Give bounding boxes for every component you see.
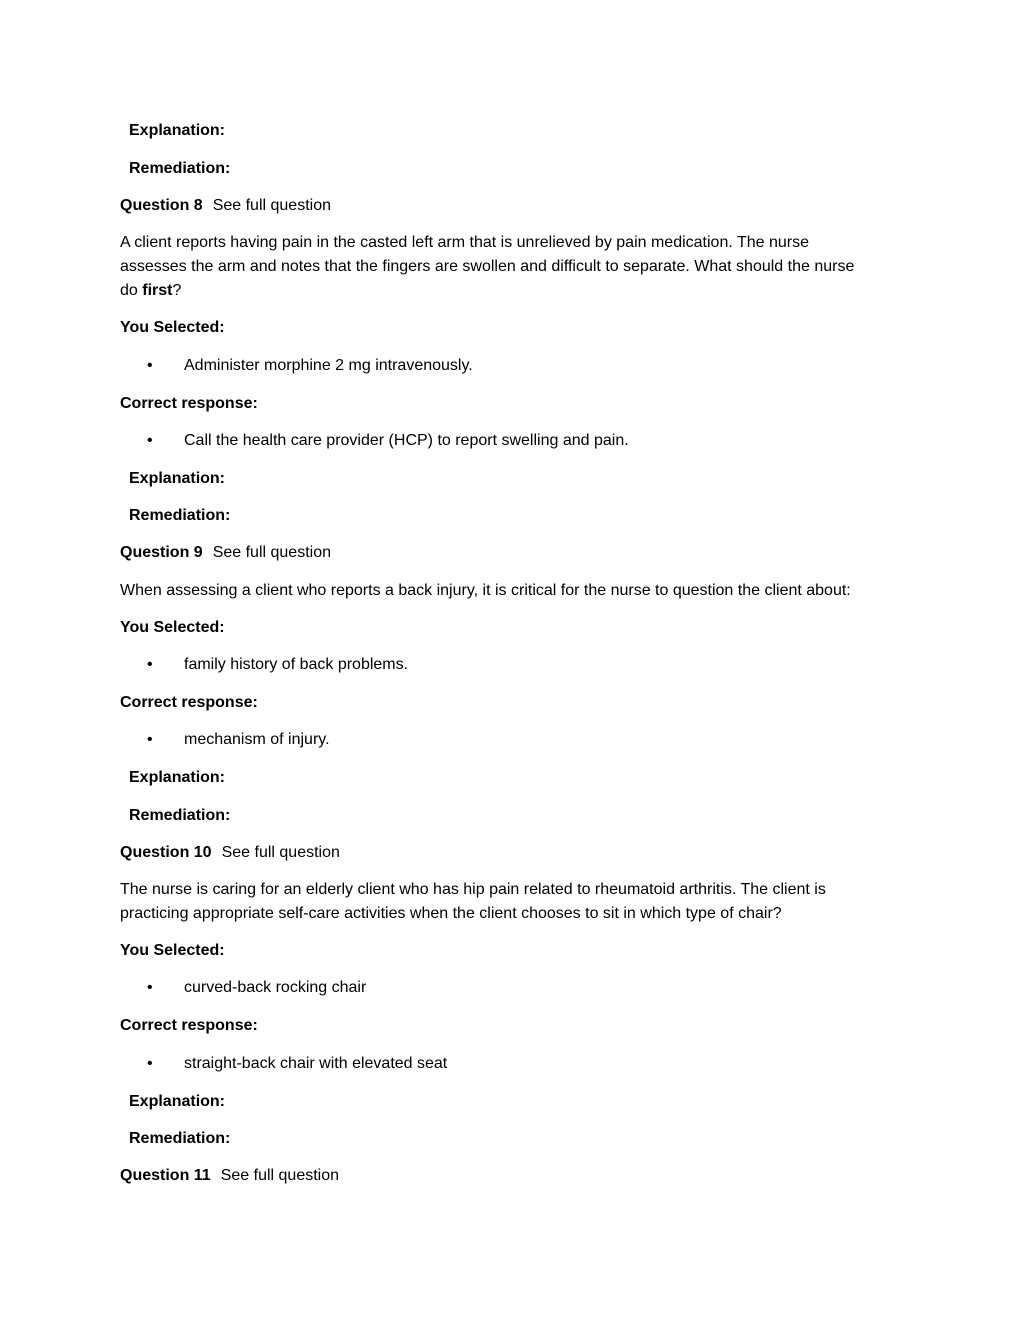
q10-number: Question 10 xyxy=(120,844,212,861)
q8-correct-text: Call the health care provider (HCP) to report swelling and pain. xyxy=(184,432,629,449)
q9-you-selected-label: You Selected: xyxy=(120,619,225,636)
q10-selected-text: curved-back rocking chair xyxy=(184,979,367,996)
q8-explanation-label: Explanation: xyxy=(129,470,226,487)
q10-text-line-1: The nurse is caring for an elderly client who has hip pain related to rheumatoid arthritis. The client is xyxy=(120,881,826,898)
q10-text-line-2: practicing appropriate self-care activities when the client chooses to sit in which type of chair? xyxy=(120,905,782,922)
q10-selected-answer xyxy=(147,976,887,1000)
q10-heading xyxy=(120,841,900,865)
q11-heading xyxy=(120,1164,900,1188)
q10-correct-response-label: Correct response: xyxy=(120,1017,258,1034)
q8-correct-answer xyxy=(147,429,887,453)
q8-heading xyxy=(120,194,900,218)
bullet-icon: • xyxy=(147,1055,153,1072)
q8-you-selected-label: You Selected: xyxy=(120,319,225,336)
q9-text: When assessing a client who reports a back injury, it is critical for the nurse to question the client about: xyxy=(120,582,851,599)
q7-explanation-label: Explanation: xyxy=(129,122,226,139)
q8-number: Question 8 xyxy=(120,197,203,214)
bullet-icon: • xyxy=(147,656,153,673)
q10-correct-answer xyxy=(147,1052,887,1076)
q9-correct-response-label: Correct response: xyxy=(120,694,258,711)
q9-selected-answer xyxy=(147,653,887,677)
bullet-icon: • xyxy=(147,979,153,996)
q9-heading xyxy=(120,541,900,565)
q8-text-emphasis: first xyxy=(142,282,173,299)
bullet-icon: • xyxy=(147,357,153,374)
q8-remediation-label: Remediation: xyxy=(129,507,231,524)
q9-explanation-label: Explanation: xyxy=(129,769,226,786)
q10-see-full-question-link[interactable]: See full question xyxy=(221,844,340,861)
q9-selected-text: family history of back problems. xyxy=(184,656,409,673)
q11-number: Question 11 xyxy=(120,1167,211,1184)
q9-remediation-label: Remediation: xyxy=(129,807,231,824)
q8-correct-response-label: Correct response: xyxy=(120,395,258,412)
q8-text-line-1: A client reports having pain in the casted left arm that is unrelieved by pain medication. The nurse xyxy=(120,234,809,251)
q8-text-line-3 xyxy=(120,279,900,303)
q9-see-full-question-link[interactable]: See full question xyxy=(212,544,331,561)
bullet-icon: • xyxy=(147,731,153,748)
q7-remediation-label: Remediation: xyxy=(129,160,231,177)
q9-correct-text: mechanism of injury. xyxy=(184,731,330,748)
q8-selected-answer xyxy=(147,354,887,378)
q10-remediation-label: Remediation: xyxy=(129,1130,231,1147)
q9-correct-answer xyxy=(147,728,887,752)
q8-see-full-question-link[interactable]: See full question xyxy=(212,197,331,214)
q8-text-pre: do xyxy=(120,282,143,299)
q9-number: Question 9 xyxy=(120,544,203,561)
q10-explanation-label: Explanation: xyxy=(129,1093,226,1110)
q8-text-post: ? xyxy=(172,282,182,299)
q10-you-selected-label: You Selected: xyxy=(120,942,225,959)
q8-text-line-2: assesses the arm and notes that the fingers are swollen and difficult to separate. What should the nurse xyxy=(120,258,855,275)
q8-selected-text: Administer morphine 2 mg intravenously. xyxy=(184,357,473,374)
q10-correct-text: straight-back chair with elevated seat xyxy=(184,1055,448,1072)
bullet-icon: • xyxy=(147,432,153,449)
q11-see-full-question-link[interactable]: See full question xyxy=(220,1167,340,1184)
